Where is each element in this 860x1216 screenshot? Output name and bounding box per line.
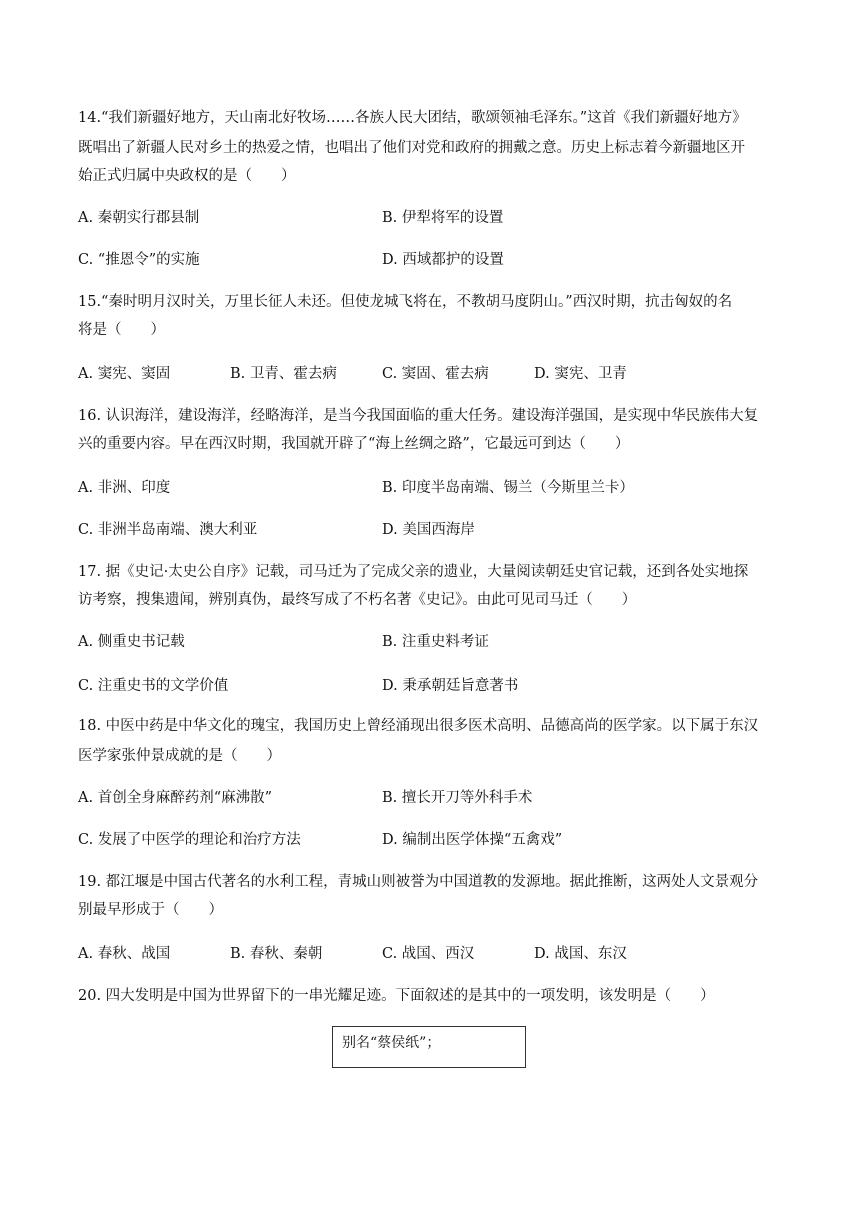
q19-option-b: B. 春秋、秦朝 (230, 946, 323, 962)
q16-option-b: B. 印度半岛南端、锡兰（今斯里兰卡） (382, 480, 634, 496)
q18-line-2: 医学家张仲景成就的是（ ） (78, 748, 281, 764)
q18-option-d: D. 编制出医学体操“五禽戏” (382, 832, 563, 848)
q14-line-3: 始正式归属中央政权的是（ ） (78, 168, 296, 184)
q17-line-1: 17. 据《史记·太史公自序》记载，司马迁为了完成父亲的遗业，大量阅读朝廷史官记载，还到各处实地探 (78, 564, 749, 580)
q15-line-1: 15.“秦时明月汉时关，万里长征人未还。但使龙城飞将在，不教胡马度阴山。”西汉时期，抗击匈奴的名 (78, 294, 733, 310)
q17-line-2: 访考察，搜集遗闻，辨别真伪，最终写成了不朽名著《史记》。由此可见司马迁（ ） (78, 592, 637, 608)
q19-option-c: C. 战国、西汉 (382, 946, 475, 962)
q14-line-2: 既唱出了新疆人民对乡土的热爱之情，也唱出了他们对党和政府的拥戴之意。历史上标志着今新疆地区开 (78, 140, 745, 156)
q18-option-b: B. 擅长开刀等外科手术 (382, 790, 533, 806)
q17-option-d: D. 秉承朝廷旨意著书 (382, 678, 519, 694)
q18-line-1: 18. 中医中药是中华文化的瑰宝，我国历史上曾经涌现出很多医术高明、品德高尚的医学家。以下属于东汉 (78, 718, 759, 734)
q20-line-1: 20. 四大发明是中国为世界留下的一串光耀足迹。下面叙述的是其中的一项发明，该发明是（ ） (78, 988, 715, 1004)
q19-line-2: 别最早形成于（ ） (78, 902, 223, 918)
q19-line-1: 19. 都江堰是中国古代著名的水利工程，青城山则被誉为中国道教的发源地。据此推断，这两处人文景观分 (78, 874, 759, 890)
q14-line-1: 14.“我们新疆好地方，天山南北好牧场……各族人民大团结，歌颂领袖毛泽东。”这首《我们新疆好地方》 (78, 110, 747, 126)
q14-option-d: D. 西域都护的设置 (382, 252, 504, 268)
q19-option-a: A. 春秋、战国 (78, 946, 171, 962)
q20-clue-box (332, 1026, 526, 1068)
q18-option-a: A. 首创全身麻醉药剂“麻沸散” (78, 790, 273, 806)
q16-option-a: A. 非洲、印度 (78, 480, 171, 496)
q15-option-a: A. 窦宪、窦固 (78, 366, 171, 382)
q20-clue-text: 别名“蔡侯纸”； (342, 1035, 441, 1051)
q17-option-a: A. 侧重史书记载 (78, 634, 185, 650)
q15-option-b: B. 卫青、霍去病 (230, 366, 337, 382)
q19-option-d: D. 战国、东汉 (534, 946, 627, 962)
q18-option-c: C. 发展了中医学的理论和治疗方法 (78, 832, 301, 848)
q14-option-c: C. “推恩令”的实施 (78, 252, 200, 268)
q15-option-c: C. 窦固、霍去病 (382, 366, 489, 382)
q16-line-2: 兴的重要内容。早在西汉时期，我国就开辟了“海上丝绸之路”，它最远可到达（ ） (78, 436, 630, 452)
q16-option-d: D. 美国西海岸 (382, 522, 475, 538)
q16-option-c: C. 非洲半岛南端、澳大利亚 (78, 522, 258, 538)
q16-line-1: 16. 认识海洋，建设海洋，经略海洋，是当今我国面临的重大任务。建设海洋强国，是实现中华民族伟大复 (78, 408, 759, 424)
q15-line-2: 将是（ ） (78, 322, 165, 338)
q17-option-b: B. 注重史料考证 (382, 634, 489, 650)
q15-option-d: D. 窦宪、卫青 (534, 366, 627, 382)
q17-option-c: C. 注重史书的文学价值 (78, 678, 229, 694)
q14-option-a: A. 秦朝实行郡县制 (78, 210, 200, 226)
q14-option-b: B. 伊犁将军的设置 (382, 210, 504, 226)
